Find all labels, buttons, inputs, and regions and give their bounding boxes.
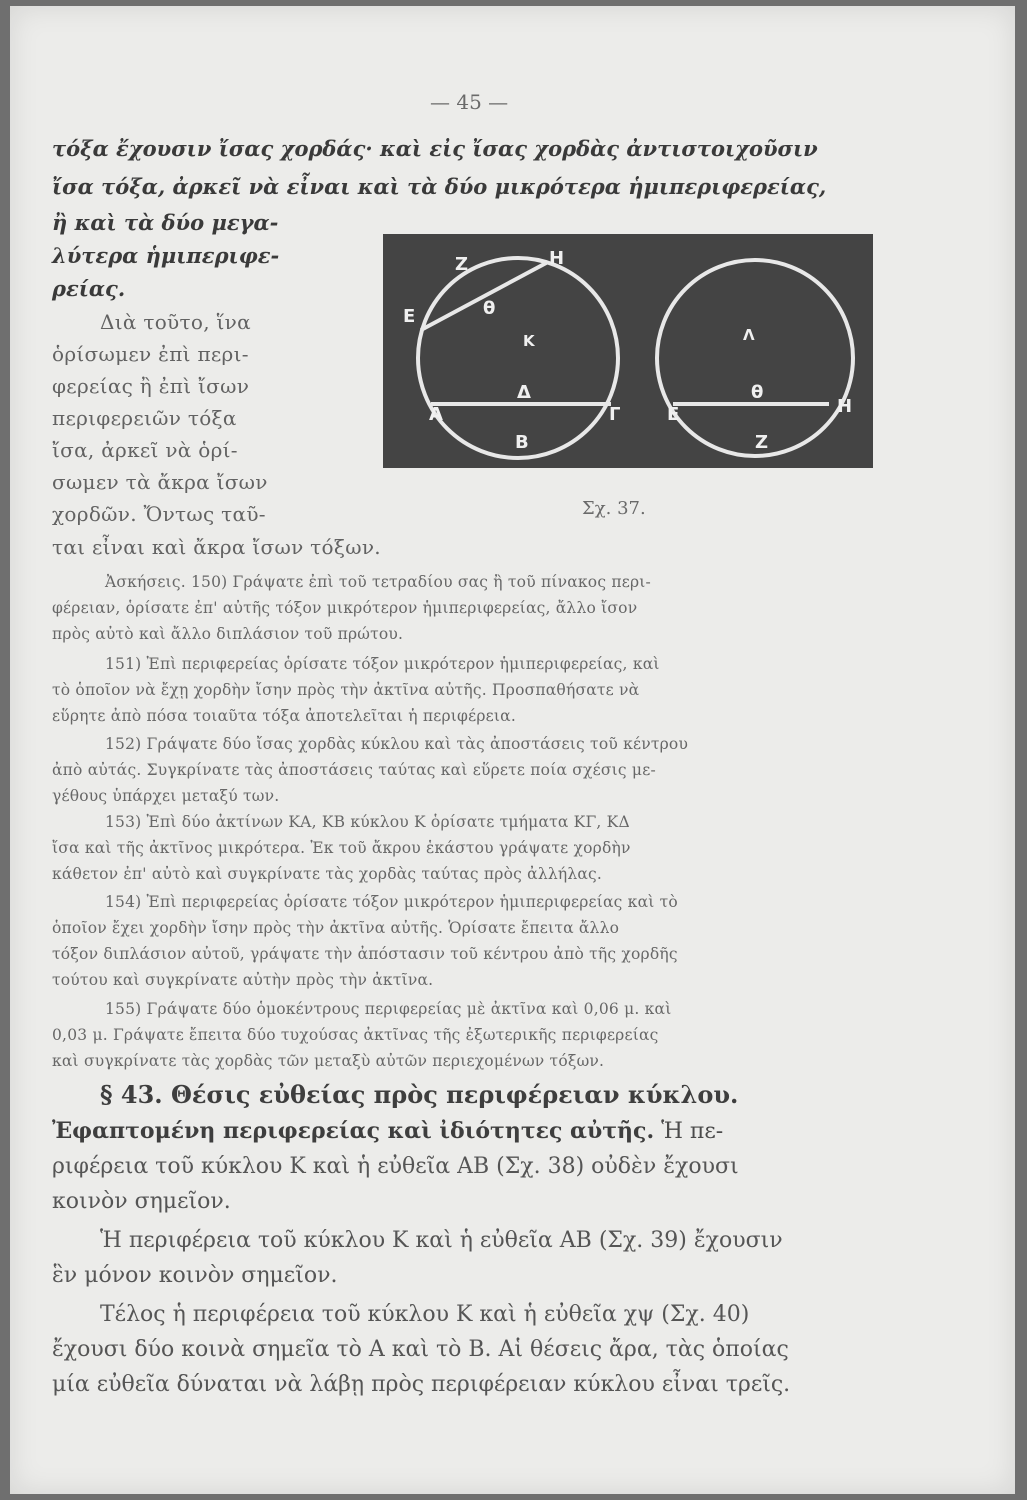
label-E-left: E: [403, 306, 416, 327]
figure-37-drawing: [383, 234, 873, 468]
label-theta-left: θ: [483, 298, 496, 319]
section-subheading-line: [52, 1118, 723, 1144]
exercise-line: πρὸς αὐτὸ καὶ ἄλλο διπλάσιον τοῦ πρώτου.: [52, 625, 404, 643]
figure-caption: Σχ. 37.: [582, 498, 646, 519]
intro-para-line: φερείας ἢ ἐπὶ ἴσων: [52, 374, 250, 398]
exercise-line: 152) Γράψατε δύο ἴσας χορδὰς κύκλου καὶ τὰς ἀποστάσεις τοῦ κέντρου: [105, 735, 689, 753]
intro-para-line: ἴσα, ἀρκεῖ νὰ ὁρί-: [52, 438, 238, 462]
exercise-line: κάθετον ἐπ' αὐτὸ καὶ συγκρίνατε τὰς χορδὰς ταύτας πρὸς ἀλλήλας.: [52, 865, 603, 883]
intro-para-line: ὁρίσωμεν ἐπὶ περι-: [52, 342, 249, 366]
label-Lambda: Λ: [743, 326, 755, 344]
intro-bold-line: ἢ καὶ τὰ δύο μεγα-: [52, 210, 279, 235]
label-K: K: [523, 332, 535, 350]
section-subheading-rest: Ἡ πε-: [654, 1119, 724, 1144]
exercise-line: 153) Ἐπὶ δύο ἀκτίνων ΚΑ, ΚΒ κύκλου Κ ὁρίσατε τμήματα ΚΓ, ΚΔ: [105, 813, 630, 831]
exercise-line: 155) Γράψατε δύο ὁμοκέντρους περιφερείας μὲ ἀκτῖνα καὶ 0,06 μ. καὶ: [105, 1000, 672, 1018]
label-H-left: H: [549, 248, 565, 269]
body-line: μία εὐθεῖα δύναται νὰ λάβῃ πρὸς περιφέρειαν κύκλου εἶναι τρεῖς.: [52, 1372, 791, 1397]
label-Gamma: Γ: [609, 404, 621, 425]
body-line: Τέλος ἡ περιφέρεια τοῦ κύκλου Κ καὶ ἡ εὐθεῖα χψ (Σχ. 40): [100, 1302, 750, 1327]
body-line: Ἡ περιφέρεια τοῦ κύκλου Κ καὶ ἡ εὐθεῖα ΑΒ (Σχ. 39) ἔχουσιν: [100, 1228, 783, 1253]
section-heading: § 43. Θέσις εὐθείας πρὸς περιφέρειαν κύκλου.: [100, 1080, 739, 1109]
label-Delta: Δ: [517, 382, 531, 403]
label-B: B: [515, 432, 529, 453]
intro-para-line: σωμεν τὰ ἄκρα ἴσων: [52, 470, 268, 494]
label-E-right: E: [667, 404, 680, 425]
exercise-line: εὕρητε ἀπὸ πόσα τοιαῦτα τόξα ἀποτελεῖται ἡ περιφέρεια.: [52, 707, 516, 725]
body-line: ἓν μόνον κοινὸν σημεῖον.: [52, 1263, 338, 1288]
intro-bold-line: ρείας.: [52, 276, 126, 301]
exercise-line: ἴσα καὶ τῆς ἀκτῖνος μικρότερα. Ἐκ τοῦ ἄκρου ἑκάστου γράψατε χορδὴν: [52, 839, 631, 857]
label-Z-left: Z: [455, 254, 469, 275]
label-A: A: [429, 404, 443, 425]
exercise-line: τόξον διπλάσιον αὐτοῦ, γράψατε τὴν ἀπόστασιν τοῦ κέντρου ἀπὸ τῆς χορδῆς: [52, 945, 678, 963]
figure-37: [383, 234, 873, 468]
exercise-line: τὸ ὁποῖον νὰ ἔχῃ χορδὴν ἴσην πρὸς τὴν ἀκτῖνα αὐτῆς. Προσπαθήσατε νὰ: [52, 681, 640, 699]
exercise-line: ὁποῖον ἔχει χορδὴν ἴσην πρὸς τὴν ἀκτῖνα αὐτῆς. Ὁρίσατε ἔπειτα ἄλλο: [52, 919, 620, 937]
label-theta-right: θ: [751, 382, 764, 403]
intro-para-line: περιφερειῶν τόξα: [52, 406, 237, 430]
label-H-right: H: [837, 396, 853, 417]
body-line: ριφέρεια τοῦ κύκλου Κ καὶ ἡ εὐθεῖα ΑΒ (Σχ. 38) οὐδὲν ἔχουσι: [52, 1154, 739, 1179]
body-line: ἔχουσι δύο κοινὰ σημεῖα τὸ Α καὶ τὸ Β. Αἱ θέσεις ἄρα, τὰς ὁποίας: [52, 1337, 789, 1362]
intro-bold-line: τόξα ἔχουσιν ἴσας χορδάς· καὶ εἰς ἴσας χορδὰς ἀντιστοιχοῦσιν: [52, 136, 818, 161]
intro-para-line: Διὰ τοῦτο, ἵνα: [100, 310, 251, 334]
exercise-line: 154) Ἐπὶ περιφερείας ὁρίσατε τόξον μικρότερον ἡμιπεριφερείας καὶ τὸ: [105, 893, 678, 911]
intro-para-line: ται εἶναι καὶ ἄκρα ἴσων τόξων.: [52, 535, 381, 559]
exercise-line: γέθους ὑπάρχει μεταξύ των.: [52, 787, 280, 805]
body-line: κοινὸν σημεῖον.: [52, 1189, 231, 1214]
exercise-line: καὶ συγκρίνατε τὰς χορδὰς τῶν μεταξὺ αὐτῶν περιεχομένων τόξων.: [52, 1052, 605, 1070]
section-subheading: Ἐφαπτομένη περιφερείας καὶ ἰδιότητες αὐτῆς.: [52, 1118, 655, 1144]
intro-bold-line: ἴσα τόξα, ἀρκεῖ νὰ εἶναι καὶ τὰ δύο μικρότερα ἡμιπεριφερείας,: [52, 174, 827, 199]
label-Z-right: Z: [755, 432, 769, 453]
exercise-line: τούτου καὶ συγκρίνατε αὐτὴν πρὸς τὴν ἀκτῖνα.: [52, 971, 434, 989]
exercise-line: 151) Ἐπὶ περιφερείας ὁρίσατε τόξον μικρότερον ἡμιπεριφερείας, καὶ: [105, 655, 660, 673]
page-number: — 45 —: [430, 90, 509, 114]
exercise-line: Ἀσκήσεις. 150) Γράψατε ἐπὶ τοῦ τετραδίου σας ἢ τοῦ πίνακος περι-: [105, 573, 651, 591]
exercise-line: ἀπὸ αὐτάς. Συγκρίνατε τὰς ἀποστάσεις ταύτας καὶ εὕρετε ποία σχέσις με-: [52, 761, 656, 779]
exercise-line: 0,03 μ. Γράψατε ἔπειτα δύο τυχούσας ἀκτῖνας τῆς ἐξωτερικῆς περιφερείας: [52, 1026, 659, 1044]
exercise-line: φέρειαν, ὁρίσατε ἐπ' αὐτῆς τόξον μικρότερον ἡμιπεριφερείας, ἄλλο ἴσον: [52, 599, 638, 617]
intro-bold-line: λύτερα ἡμιπεριφε-: [52, 243, 280, 268]
intro-para-line: χορδῶν. Ὄντως ταῦ-: [52, 502, 266, 526]
